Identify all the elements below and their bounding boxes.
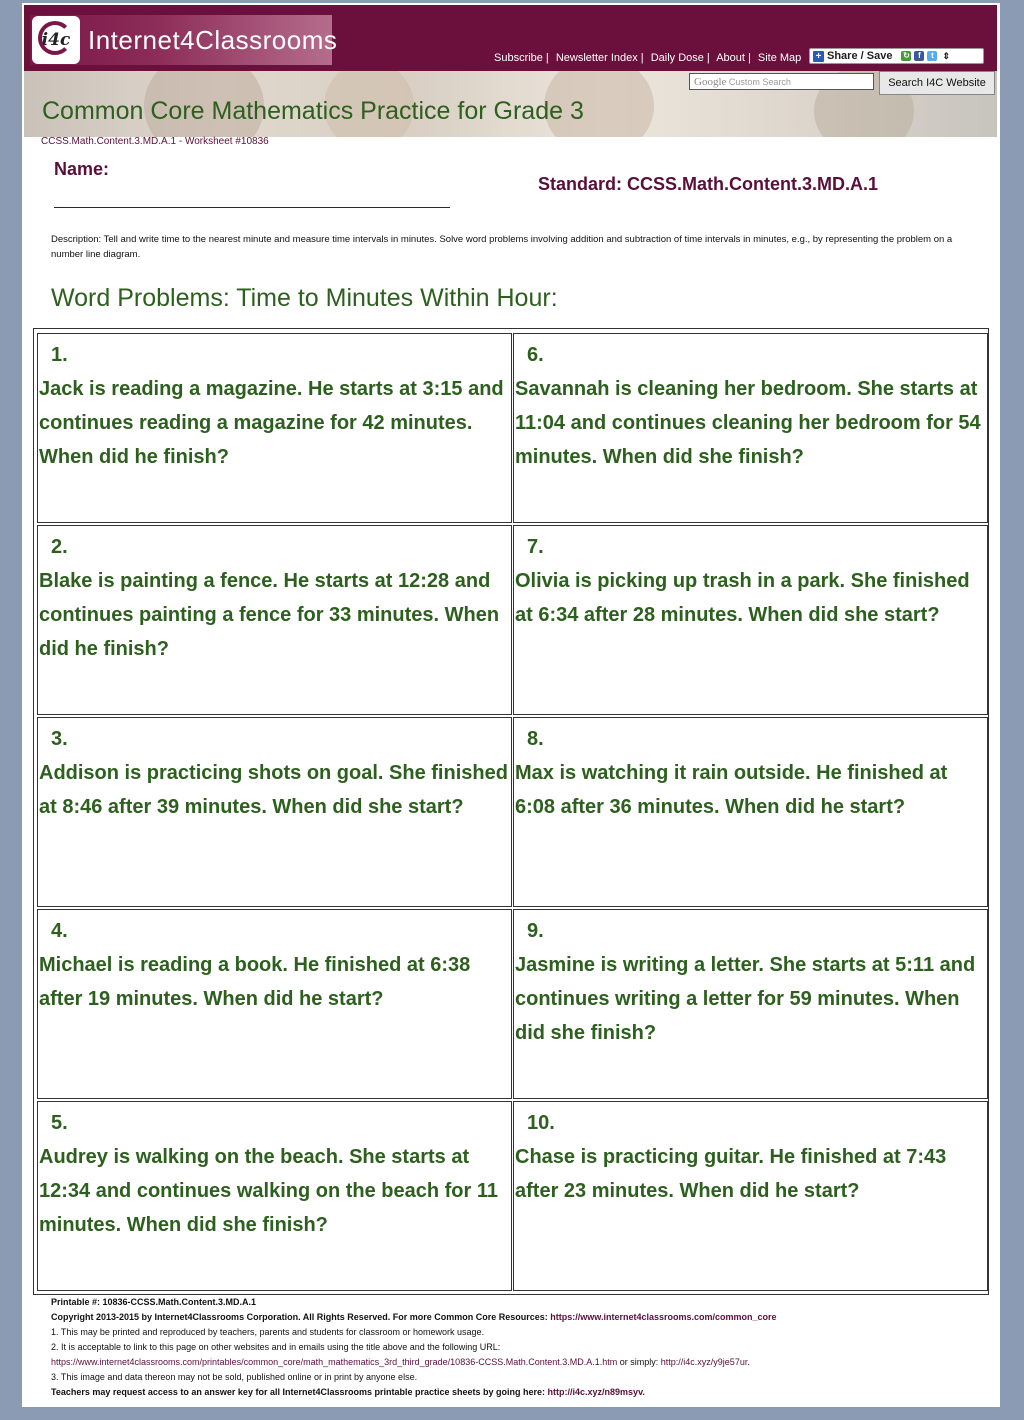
search-input[interactable]: Google Custom Search: [689, 73, 874, 90]
problem-text: Jasmine is writing a letter. She starts at 5:11 and continues writing a letter for 59 minutes. When did she finish?: [515, 954, 976, 1044]
problem-cell: [37, 909, 512, 1099]
standard-label: Standard: CCSS.Math.Content.3.MD.A.1: [538, 174, 879, 194]
problem-number: 4.: [51, 920, 68, 942]
nav-newsletter-index[interactable]: Newsletter Index: [555, 52, 638, 64]
page-title: Common Core Mathematics Practice for Grade 3: [42, 97, 584, 125]
problem-number: 2.: [51, 536, 68, 558]
printable-number: Printable #: 10836-CCSS.Math.Content.3.MD.A.1: [51, 1297, 257, 1307]
common-core-link[interactable]: https://www.internet4classrooms.com/common_core: [550, 1312, 777, 1322]
problem-cell: [37, 1101, 512, 1291]
site-logo[interactable]: [30, 15, 338, 65]
chevron-updown-icon: ⇕: [942, 50, 950, 61]
problem-text: Audrey is walking on the beach. She starts at 12:34 and continues walking on the beach for 11 minutes. When did she finish?: [39, 1146, 499, 1236]
problem-cell: [513, 909, 988, 1099]
problem-cell: [513, 717, 988, 907]
name-label: Name:: [54, 159, 110, 179]
logo-text: Internet4Classrooms: [88, 25, 338, 55]
site-header: [24, 5, 997, 71]
plus-icon: +: [813, 51, 824, 62]
footer-url-line: https://www.internet4classrooms.com/printables/common_core/math_mathematics_3rd_third_grade/10836-CCSS.Math.Content.3.MD.A.1.htm or simply: http://i4c.xyz/y9je57ur.: [51, 1357, 750, 1367]
worksheet-url-link[interactable]: https://www.internet4classrooms.com/printables/common_core/math_mathematics_3rd_third_grade/10836-CCSS.Math.Content.3.MD.A.1.htm: [51, 1357, 618, 1367]
worksheet-page: [22, 3, 1000, 1407]
problem-number: 10.: [527, 1112, 555, 1134]
problem-cell: [37, 333, 512, 523]
problem-text: Olivia is picking up trash in a park. She finished at 6:34 after 28 minutes. When did she start?: [515, 570, 970, 626]
copyright: Copyright 2013-2015 by Internet4Classrooms Corporation. All Rights Reserved. For more Common Core Resources: https://www.internet4classrooms.com/common_core: [51, 1312, 777, 1322]
nav-site-map[interactable]: Site Map: [757, 52, 802, 64]
breadcrumb[interactable]: CCSS.Math.Content.3.MD.A.1 - Worksheet #10836: [41, 136, 269, 147]
problem-cell: [37, 717, 512, 907]
share-label: Share / Save: [827, 50, 893, 62]
problem-text: Chase is practicing guitar. He finished at 7:43 after 23 minutes. When did he start?: [515, 1146, 947, 1202]
short-url-link[interactable]: http://i4c.xyz/y9je57ur.: [660, 1357, 750, 1367]
problem-cell: [513, 1101, 988, 1291]
section-title: Word Problems: Time to Minutes Within Hour:: [51, 284, 558, 312]
share-save-button[interactable]: [809, 48, 984, 64]
problem-number: 3.: [51, 728, 68, 750]
problem-number: 9.: [527, 920, 544, 942]
footer-note-3: 3. This image and data thereon may not be sold, published online or in print by anyone else.: [51, 1372, 418, 1382]
facebook-icon: f: [914, 51, 924, 61]
problem-number: 5.: [51, 1112, 68, 1134]
top-nav: Subscribe | Newsletter Index | Daily Dose | About | Site Map: [494, 52, 802, 64]
description: Description: Tell and write time to the nearest minute and measure time intervals in minutes. Solve word problems involving addition and subtraction of time intervals in minutes, e.g., by representing the problem on a number line diagram.: [51, 234, 953, 260]
email-share-icon: ↻: [903, 51, 910, 60]
problem-cell: [513, 333, 988, 523]
problem-text: Savannah is cleaning her bedroom. She starts at 11:04 and continues cleaning her bedroom for 54 minutes. When did she finish?: [515, 378, 981, 468]
problem-cell: [37, 525, 512, 715]
nav-about[interactable]: About: [716, 52, 745, 64]
nav-subscribe[interactable]: Subscribe: [494, 52, 543, 64]
problem-text: Addison is practicing shots on goal. She finished at 8:46 after 39 minutes. When did she start?: [39, 762, 508, 818]
problems-table: [33, 328, 989, 1295]
answer-key-link[interactable]: http://i4c.xyz/n89msyv.: [547, 1387, 645, 1397]
problem-text: Blake is painting a fence. He starts at 12:28 and continues painting a fence for 33 minutes. When did he finish?: [39, 570, 500, 660]
footer-note-1: 1. This may be printed and reproduced by teachers, parents and students for classroom or homework usage.: [51, 1327, 485, 1337]
problem-cell: [513, 525, 988, 715]
i4c-logo-icon: i4c: [32, 16, 80, 64]
answer-key-note: Teachers may request access to an answer key for all Internet4Classrooms printable practice sheets by going here: http://i4c.xyz/n89msyv.: [51, 1387, 645, 1397]
twitter-icon: t: [927, 51, 937, 61]
problem-number: 1.: [51, 344, 68, 366]
nav-daily-dose[interactable]: Daily Dose: [650, 52, 704, 64]
problem-number: 8.: [527, 728, 544, 750]
problem-text: Max is watching it rain outside. He finished at 6:08 after 36 minutes. When did he start?: [515, 762, 948, 818]
search-button[interactable]: Search I4C Website: [879, 71, 995, 95]
problem-text: Jack is reading a magazine. He starts at 3:15 and continues reading a magazine for 42 minutes. When did he finish?: [39, 378, 504, 468]
problem-text: Michael is reading a book. He finished at 6:38 after 19 minutes. When did he start?: [39, 954, 471, 1010]
footer: [51, 1295, 991, 1400]
footer-note-2: 2. It is acceptable to link to this page on other websites and in emails using the title above and the following URL:: [51, 1342, 501, 1352]
problem-number: 7.: [527, 536, 544, 558]
problem-number: 6.: [527, 344, 544, 366]
name-blank-line: [54, 207, 450, 208]
